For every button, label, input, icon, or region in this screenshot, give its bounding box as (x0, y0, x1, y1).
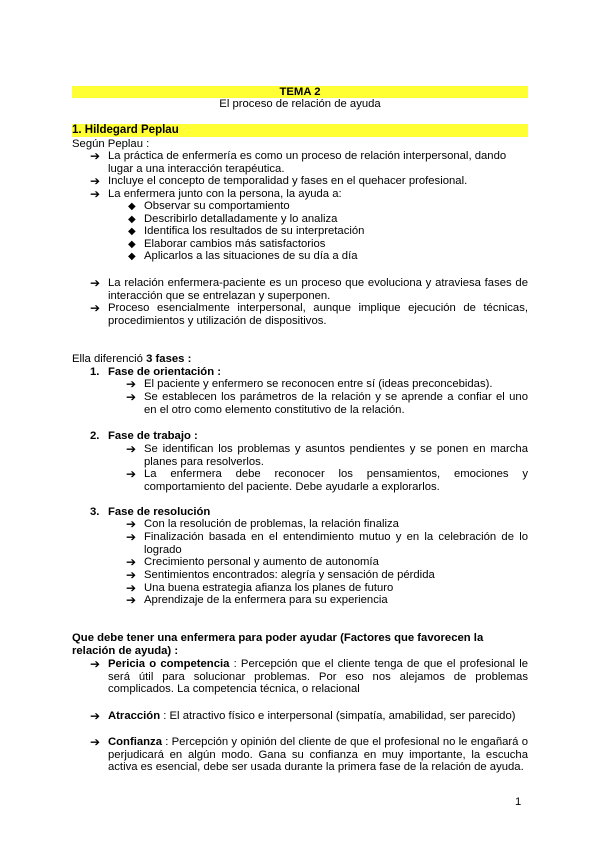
arrow-icon: ➔ (90, 149, 101, 163)
sub-list-item: Observar su comportamiento (144, 200, 290, 212)
diamond-bullet-icon: ◆ (128, 226, 136, 237)
factor-text: : Percepción y opinión del cliente de que el profesional no le engañará o perjudicará en algún modo. Gana su confianza en muy importante, la escucha activa es esencial, debe ser usada durante la primera fase de la relación de ayuda. (108, 736, 528, 774)
list-item: La enfermera debe reconocer los pensamientos, emociones y comportamiento del paciente. Debe ayudarle a explorarlos. (144, 468, 528, 493)
phase-title: Fase de trabajo : (108, 430, 198, 442)
list-item: Se identifican los problemas y asuntos pendientes y se ponen en marcha planes para resolverlos. (144, 443, 528, 468)
phases-intro (72, 353, 191, 366)
arrow-icon: ➔ (126, 442, 137, 456)
arrow-icon: ➔ (90, 301, 101, 315)
arrow-icon: ➔ (126, 467, 137, 481)
arrow-icon: ➔ (126, 377, 137, 391)
arrow-icon: ➔ (90, 174, 101, 188)
list-item: Se establecen los parámetros de la relación y se aprende a confiar el uno en el otro como elemento constitutivo de la relación. (144, 391, 528, 416)
arrow-icon: ➔ (126, 530, 137, 544)
list-item: Con la resolución de problemas, la relación finaliza (144, 518, 399, 530)
arrow-icon: ➔ (126, 555, 137, 569)
phase-number: 1. (90, 366, 100, 378)
list-item: Incluye el concepto de temporalidad y fases en el quehacer profesional. (108, 175, 468, 187)
section-intro: Según Peplau : (72, 138, 150, 150)
list-item: La práctica de enfermería es como un proceso de relación interpersonal, dando lugar a una interacción terapéutica. (108, 150, 507, 175)
phase-number: 3. (90, 506, 100, 518)
phase-title: Fase de resolución (108, 506, 211, 518)
arrow-icon: ➔ (90, 735, 101, 749)
arrow-icon: ➔ (126, 390, 137, 404)
factors-heading: Que debe tener una enfermera para poder ayudar (Factores que favorecen la relación de ayuda) : (72, 632, 484, 657)
factor-term: Atracción (108, 710, 161, 722)
arrow-icon: ➔ (90, 276, 101, 290)
factor-text: : El atractivo físico e interpersonal (simpatía, amabilidad, ser parecido) (160, 710, 516, 722)
list-item: La relación enfermera-paciente es un proceso que evoluciona y atraviesa fases de interacción que se entrelazan y superponen. (108, 277, 528, 302)
page-number: 1 (515, 796, 522, 808)
arrow-icon: ➔ (126, 517, 137, 531)
diamond-bullet-icon: ◆ (128, 201, 136, 212)
phases-intro-prefix: Ella diferenció (72, 353, 147, 365)
factor-item (108, 710, 528, 723)
factor-item (108, 736, 528, 774)
factor-item (108, 658, 528, 696)
doc-subtitle: El proceso de relación de ayuda (219, 98, 381, 110)
phase-title: Fase de orientación : (108, 366, 221, 378)
phases-intro-bold: 3 fases (146, 353, 185, 365)
diamond-bullet-icon: ◆ (128, 251, 136, 262)
phase-number: 2. (90, 430, 100, 442)
doc-title: TEMA 2 (72, 86, 528, 98)
sub-list-item: Elaborar cambios más satisfactorios (144, 238, 326, 250)
arrow-icon: ➔ (90, 657, 101, 671)
factor-term: Pericia o competencia (108, 658, 230, 670)
factor-term: Confianza (108, 736, 162, 748)
sub-list-item: Describirlo detalladamente y lo analiza (144, 213, 338, 225)
list-item: Una buena estrategia afianza los planes de futuro (144, 582, 394, 594)
arrow-icon: ➔ (90, 709, 101, 723)
factor-text: : Percepción que el cliente tenga de que el profesional le será útil para solucionar problemas. Por eso nos alejamos de problemas complicados. La competencia técnica, o relacional (108, 658, 528, 696)
list-item: La enfermera junto con la persona, la ayuda a: (108, 188, 342, 200)
list-item: Aprendizaje de la enfermera para su experiencia (144, 594, 388, 606)
arrow-icon: ➔ (90, 187, 101, 201)
list-item: El paciente y enfermero se reconocen entre sí (ideas preconcebidas). (144, 378, 493, 390)
diamond-bullet-icon: ◆ (128, 214, 136, 225)
list-item: Proceso esencialmente interpersonal, aunque implique ejecución de técnicas, procedimientos y utilización de dispositivos. (108, 302, 528, 327)
arrow-icon: ➔ (126, 593, 137, 607)
sub-list-item: Identifica los resultados de su interpretación (144, 225, 365, 237)
list-item: Finalización basada en el entendimiento mutuo y en la celebración de lo logrado (144, 531, 528, 556)
arrow-icon: ➔ (126, 568, 137, 582)
section-heading: 1. Hildegard Peplau (72, 124, 528, 137)
diamond-bullet-icon: ◆ (128, 239, 136, 250)
list-item: Crecimiento personal y aumento de autonomía (144, 556, 379, 568)
list-item: Sentimientos encontrados: alegría y sensación de pérdida (144, 569, 435, 581)
phases-intro-suffix: : (184, 353, 192, 365)
sub-list-item: Aplicarlos a las situaciones de su día a día (144, 250, 358, 262)
arrow-icon: ➔ (126, 581, 137, 595)
